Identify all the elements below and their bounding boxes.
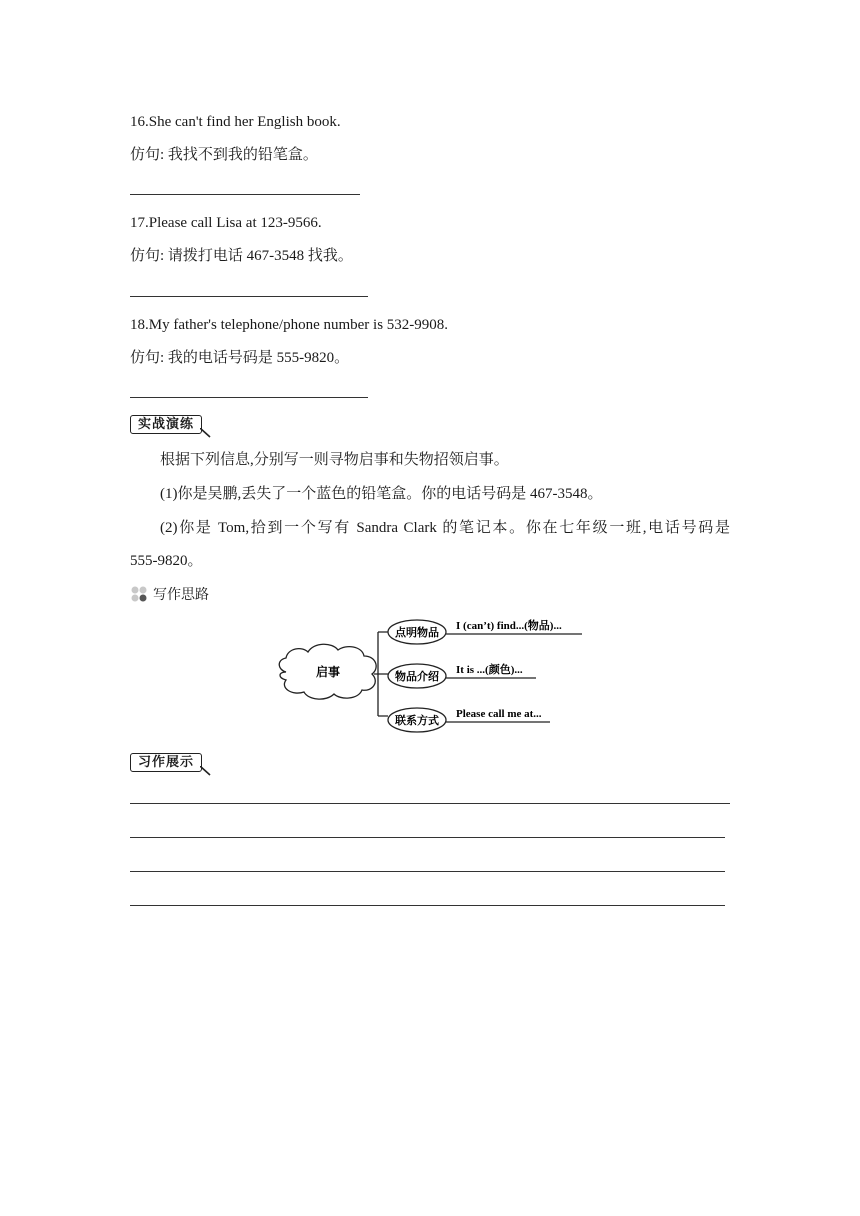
item-16-answer-line[interactable] [130, 194, 360, 195]
practice-section-tag: 实战演练 [130, 415, 202, 434]
node-label-contact: 联系方式 [395, 714, 439, 727]
item-16-imitation: 仿句: 我找不到我的铅笔盒。 [130, 147, 318, 163]
thinking-label: 写作思路 [153, 587, 209, 603]
item-16-sentence: 16.She can't find her English book. [130, 114, 341, 130]
writing-line-1[interactable] [130, 803, 730, 804]
practice-task-1: (1)你是吴鹏,丢失了一个蓝色的铅笔盒。你的电话号码是 467-3548。 [160, 486, 603, 502]
writing-line-2[interactable] [130, 837, 725, 838]
showcase-tag-tail [200, 766, 212, 776]
thinking-bullet-icon [130, 585, 148, 603]
practice-tag-tail [200, 428, 212, 438]
showcase-section-tag: 习作展示 [130, 753, 202, 772]
node-label-describe-item: 物品介绍 [395, 670, 439, 683]
center-label: 启事 [315, 665, 341, 679]
branch-text-point-item: I (can’t) find...(物品)... [456, 620, 562, 632]
item-17-answer-line[interactable] [130, 296, 368, 297]
writing-line-4[interactable] [130, 905, 725, 906]
node-label-point-item: 点明物品 [395, 626, 439, 639]
item-18-answer-line[interactable] [130, 397, 368, 398]
practice-instruction: 根据下列信息,分别写一则寻物启事和失物招领启事。 [160, 452, 509, 468]
writing-thinking-mindmap [270, 612, 590, 742]
item-18-sentence: 18.My father's telephone/phone number is 532-9908. [130, 317, 449, 333]
item-17-imitation: 仿句: 请拨打电话 467-3548 找我。 [130, 248, 353, 264]
practice-task-2-line-1: (2)你是 Tom,拾到一个写有 Sandra Clark 的笔记本。你在七年级一班,电话号码是 [160, 520, 730, 536]
item-17-sentence: 17.Please call Lisa at 123-9566. [130, 215, 322, 231]
item-18-imitation: 仿句: 我的电话号码是 555-9820。 [130, 350, 350, 366]
writing-line-3[interactable] [130, 871, 725, 872]
practice-task-2-line-2: 555-9820。 [130, 553, 203, 569]
branch-text-contact: Please call me at... [456, 708, 542, 720]
branch-text-describe-item: It is ...(颜色)... [456, 664, 523, 676]
